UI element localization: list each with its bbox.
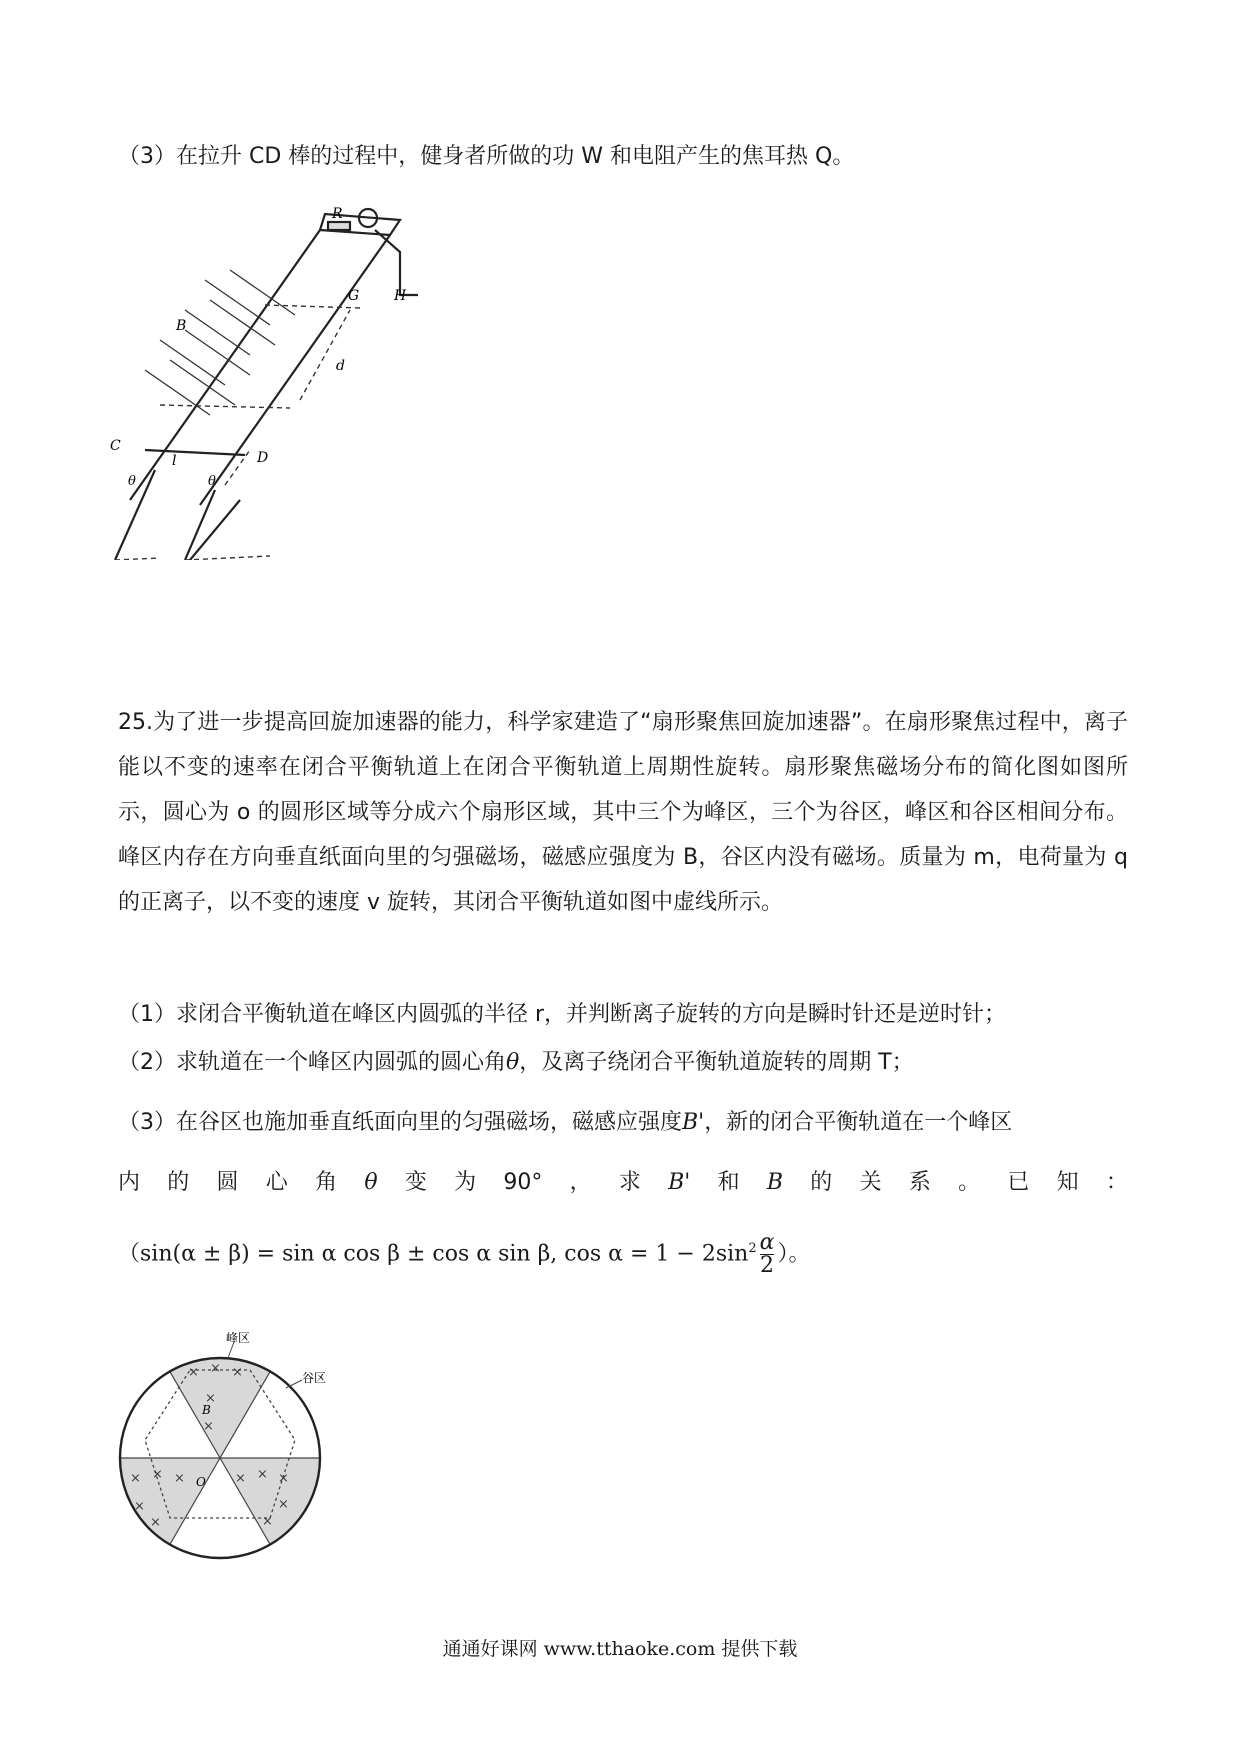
q25-part2 <box>118 1048 914 1078</box>
q25-part2-b: ，及离子绕闭合平衡轨道旋转的周期 T； <box>519 1050 914 1075</box>
q25-part3-b: ，新的闭合平衡轨道在一个峰区 <box>704 1110 1013 1135</box>
q25-part1: （1）求闭合平衡轨道在峰区内圆弧的半径 r，并判断离子旋转的方向是瞬时针还是逆时针； <box>118 1002 1007 1027</box>
svg-text:×: × <box>130 1471 141 1486</box>
valley-label: 谷区 <box>302 1371 327 1385</box>
label-theta-right: θ <box>208 474 216 489</box>
sector-focusing-figure <box>110 1330 380 1570</box>
q24-part3-text: （3）在拉升 CD 棒的过程中，健身者所做的功 W 和电阻产生的焦耳热 Q。 <box>118 144 855 169</box>
svg-text:×: × <box>235 1471 246 1486</box>
fig2-O: O <box>196 1475 206 1489</box>
q25-intro: 25.为了进一步提高回旋加速器的能力，科学家建造了“扇形聚焦回旋加速器”。在扇形聚焦过程中，离子能以不变的速率在闭合平衡轨道上在闭合平衡轨道上周期性旋转。扇形聚焦磁场分布的简化图如图所示，圆心为 o 的圆形区域等分成六个扇形区域，其中三个为峰区，三个为谷区，峰区和谷区相间分布。峰区内存在方向垂直纸面向里的匀强磁场，磁感应强度为 B，谷区内没有磁场。质量为 m，电荷量为 q 的正离子，以不变的速度 v 旋转，其闭合平衡轨道如图中虚线所示。 <box>118 710 1128 915</box>
q25-part3 <box>118 1108 1012 1138</box>
svg-text:×: × <box>205 1391 216 1406</box>
svg-text:×: × <box>262 1514 273 1529</box>
label-D: D <box>257 450 269 466</box>
trig-formula: （sin(α ± β) = sin α cos β ± cos α sin β, $\cos \alpha = 1 - 2\sin^2$ $\frac{\alpha}{2}$ ）。 <box>118 1230 811 1278</box>
label-theta-left: θ <box>128 474 136 489</box>
b-prime-symbol: B' <box>682 1110 705 1135</box>
svg-text:×: × <box>150 1515 161 1530</box>
q25-part2-a: （2）求轨道在一个峰区内圆弧的圆心角 <box>118 1050 506 1075</box>
footer: 通通好课网 www.tthaoke.com 提供下载 <box>442 1638 798 1660</box>
svg-text:×: × <box>152 1467 163 1482</box>
inclined-rail-figure <box>100 200 460 560</box>
label-l: l <box>172 453 177 469</box>
svg-text:×: × <box>134 1499 145 1514</box>
svg-text:×: × <box>278 1471 289 1486</box>
svg-text:×: × <box>232 1365 243 1380</box>
label-G: G <box>348 288 360 304</box>
svg-text:×: × <box>174 1471 185 1486</box>
q25-part3-a: （3）在谷区也施加垂直纸面向里的匀强磁场，磁感应强度 <box>118 1110 682 1135</box>
label-R: R <box>332 206 343 222</box>
label-H: H <box>394 288 407 304</box>
peak-label: 峰区 <box>226 1331 251 1345</box>
label-C: C <box>110 438 121 454</box>
svg-text:×: × <box>278 1497 289 1512</box>
svg-text:×: × <box>210 1361 221 1376</box>
fig2-B: B <box>202 1403 211 1417</box>
svg-text:×: × <box>203 1419 214 1434</box>
label-B: B <box>176 318 187 334</box>
svg-text:×: × <box>188 1365 199 1380</box>
q25-part3-line2: 内 的 圆 心 角 θ 变 为 90° ， 求 B' 和 B 的 关 系 。 已 知 ： <box>118 1170 1128 1195</box>
theta-symbol: θ <box>506 1050 520 1075</box>
svg-text:×: × <box>257 1467 268 1482</box>
label-d: d <box>336 358 345 374</box>
